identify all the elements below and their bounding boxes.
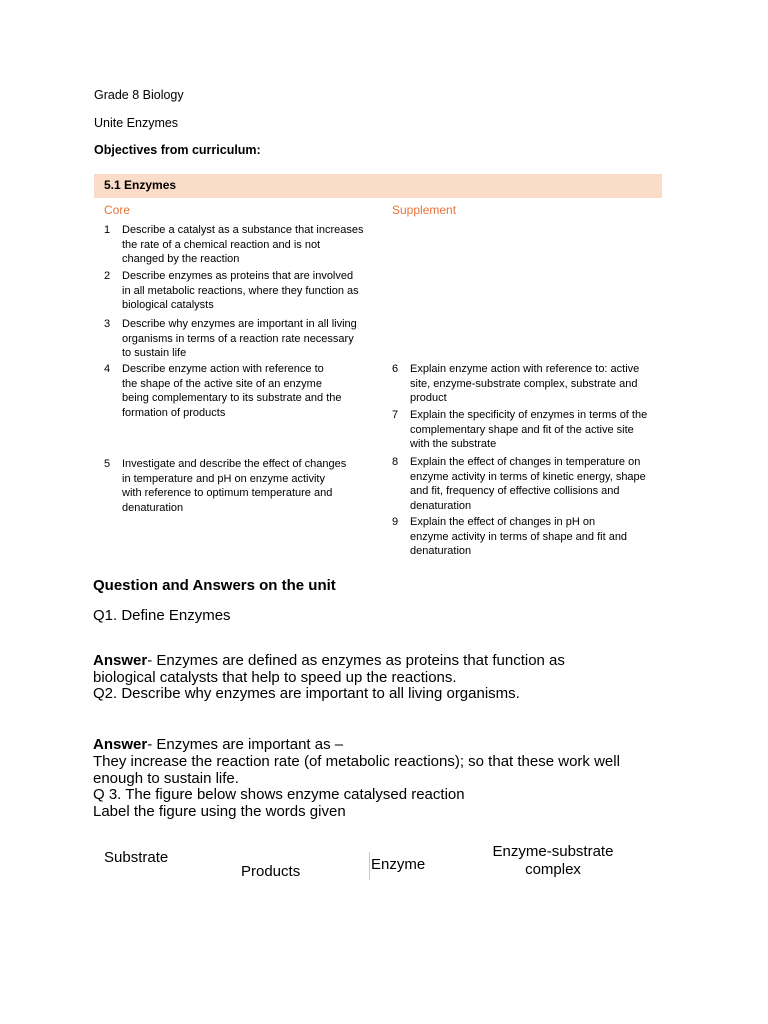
grade-label: Grade 8 Biology (94, 88, 184, 102)
word-divider (369, 852, 370, 880)
objective-number: 6 (392, 363, 399, 375)
core-objective-5 (104, 457, 346, 515)
qa-section-title: Question and Answers on the unit (93, 577, 336, 594)
objective-text: Describe enzymes as proteins that are involved in all metabolic reactions, where they function as biological catalysts (122, 270, 359, 311)
supplement-objective-8 (392, 455, 646, 513)
objective-number: 2 (104, 270, 111, 282)
answer-label: Answer (93, 652, 148, 669)
objective-text: Describe a catalyst as a substance that increases the rate of a chemical reaction and is not changed by the reaction (122, 224, 364, 265)
objective-text: Explain the effect of changes in temperature on enzyme activity in terms of kinetic energy, shape and fit, frequency of effective collisions and denaturation (410, 456, 646, 512)
word-products: Products (241, 863, 301, 880)
core-objective-2 (104, 269, 359, 313)
answer-2 (93, 719, 713, 787)
objective-number: 4 (104, 363, 111, 375)
question-2: Q2. Describe why enzymes are important to all living organisms. (93, 685, 520, 702)
unit-label: Unite Enzymes (94, 116, 179, 130)
question-3: Q 3. The figure below shows enzyme catalysed reaction Label the figure using the words given (93, 786, 465, 820)
core-objective-3 (104, 317, 357, 361)
answer-text: - Enzymes are important as – They increase the reaction rate (of metabolic reactions); so that these work well enough to sustain life. (93, 736, 620, 787)
supplement-objective-9 (392, 515, 627, 559)
objective-text: Describe enzyme action with reference to the shape of the active site of an enzyme being complementary to its substrate and the formation of products (122, 363, 342, 419)
objective-text: Explain enzyme action with reference to: active site, enzyme-substrate complex, substrate and product (410, 363, 640, 404)
objective-number: 8 (392, 456, 399, 468)
core-objective-4 (104, 362, 342, 420)
answer-text: - Enzymes are defined as enzymes as proteins that function as biological catalysts that help to speed up the reactions. (93, 652, 565, 686)
answer-1 (93, 635, 693, 686)
supplement-column-heading: Supplement (392, 203, 457, 217)
answer-label: Answer (93, 736, 148, 753)
objective-text: Investigate and describe the effect of changes in temperature and pH on enzyme activity with reference to optimum temperature and denaturation (122, 458, 347, 514)
objective-text: Explain the effect of changes in pH on enzyme activity in terms of shape and fit and denaturation (410, 516, 628, 557)
objective-number: 1 (104, 224, 111, 236)
objective-number: 5 (104, 458, 111, 470)
objective-text: Describe why enzymes are important in all living organisms in terms of a reaction rate necessary to sustain life (122, 318, 357, 359)
word-enzyme-substrate-complex: Enzyme-substrate complex (492, 843, 614, 878)
supplement-objective-7 (392, 408, 647, 452)
curriculum-header (94, 174, 662, 198)
core-objective-1 (104, 223, 364, 267)
word-enzyme: Enzyme (371, 856, 426, 873)
objective-number: 9 (392, 516, 399, 528)
curriculum-header-title: 5.1 Enzymes (104, 178, 177, 192)
word-substrate: Substrate (104, 849, 169, 866)
objectives-label: Objectives from curriculum: (94, 143, 261, 157)
objective-number: 7 (392, 409, 399, 421)
objective-text: Explain the specificity of enzymes in terms of the complementary shape and fit of the active site with the substrate (410, 409, 648, 450)
supplement-objective-6 (392, 362, 639, 406)
objective-number: 3 (104, 318, 111, 330)
question-1: Q1. Define Enzymes (93, 607, 231, 624)
core-column-heading: Core (104, 203, 131, 217)
